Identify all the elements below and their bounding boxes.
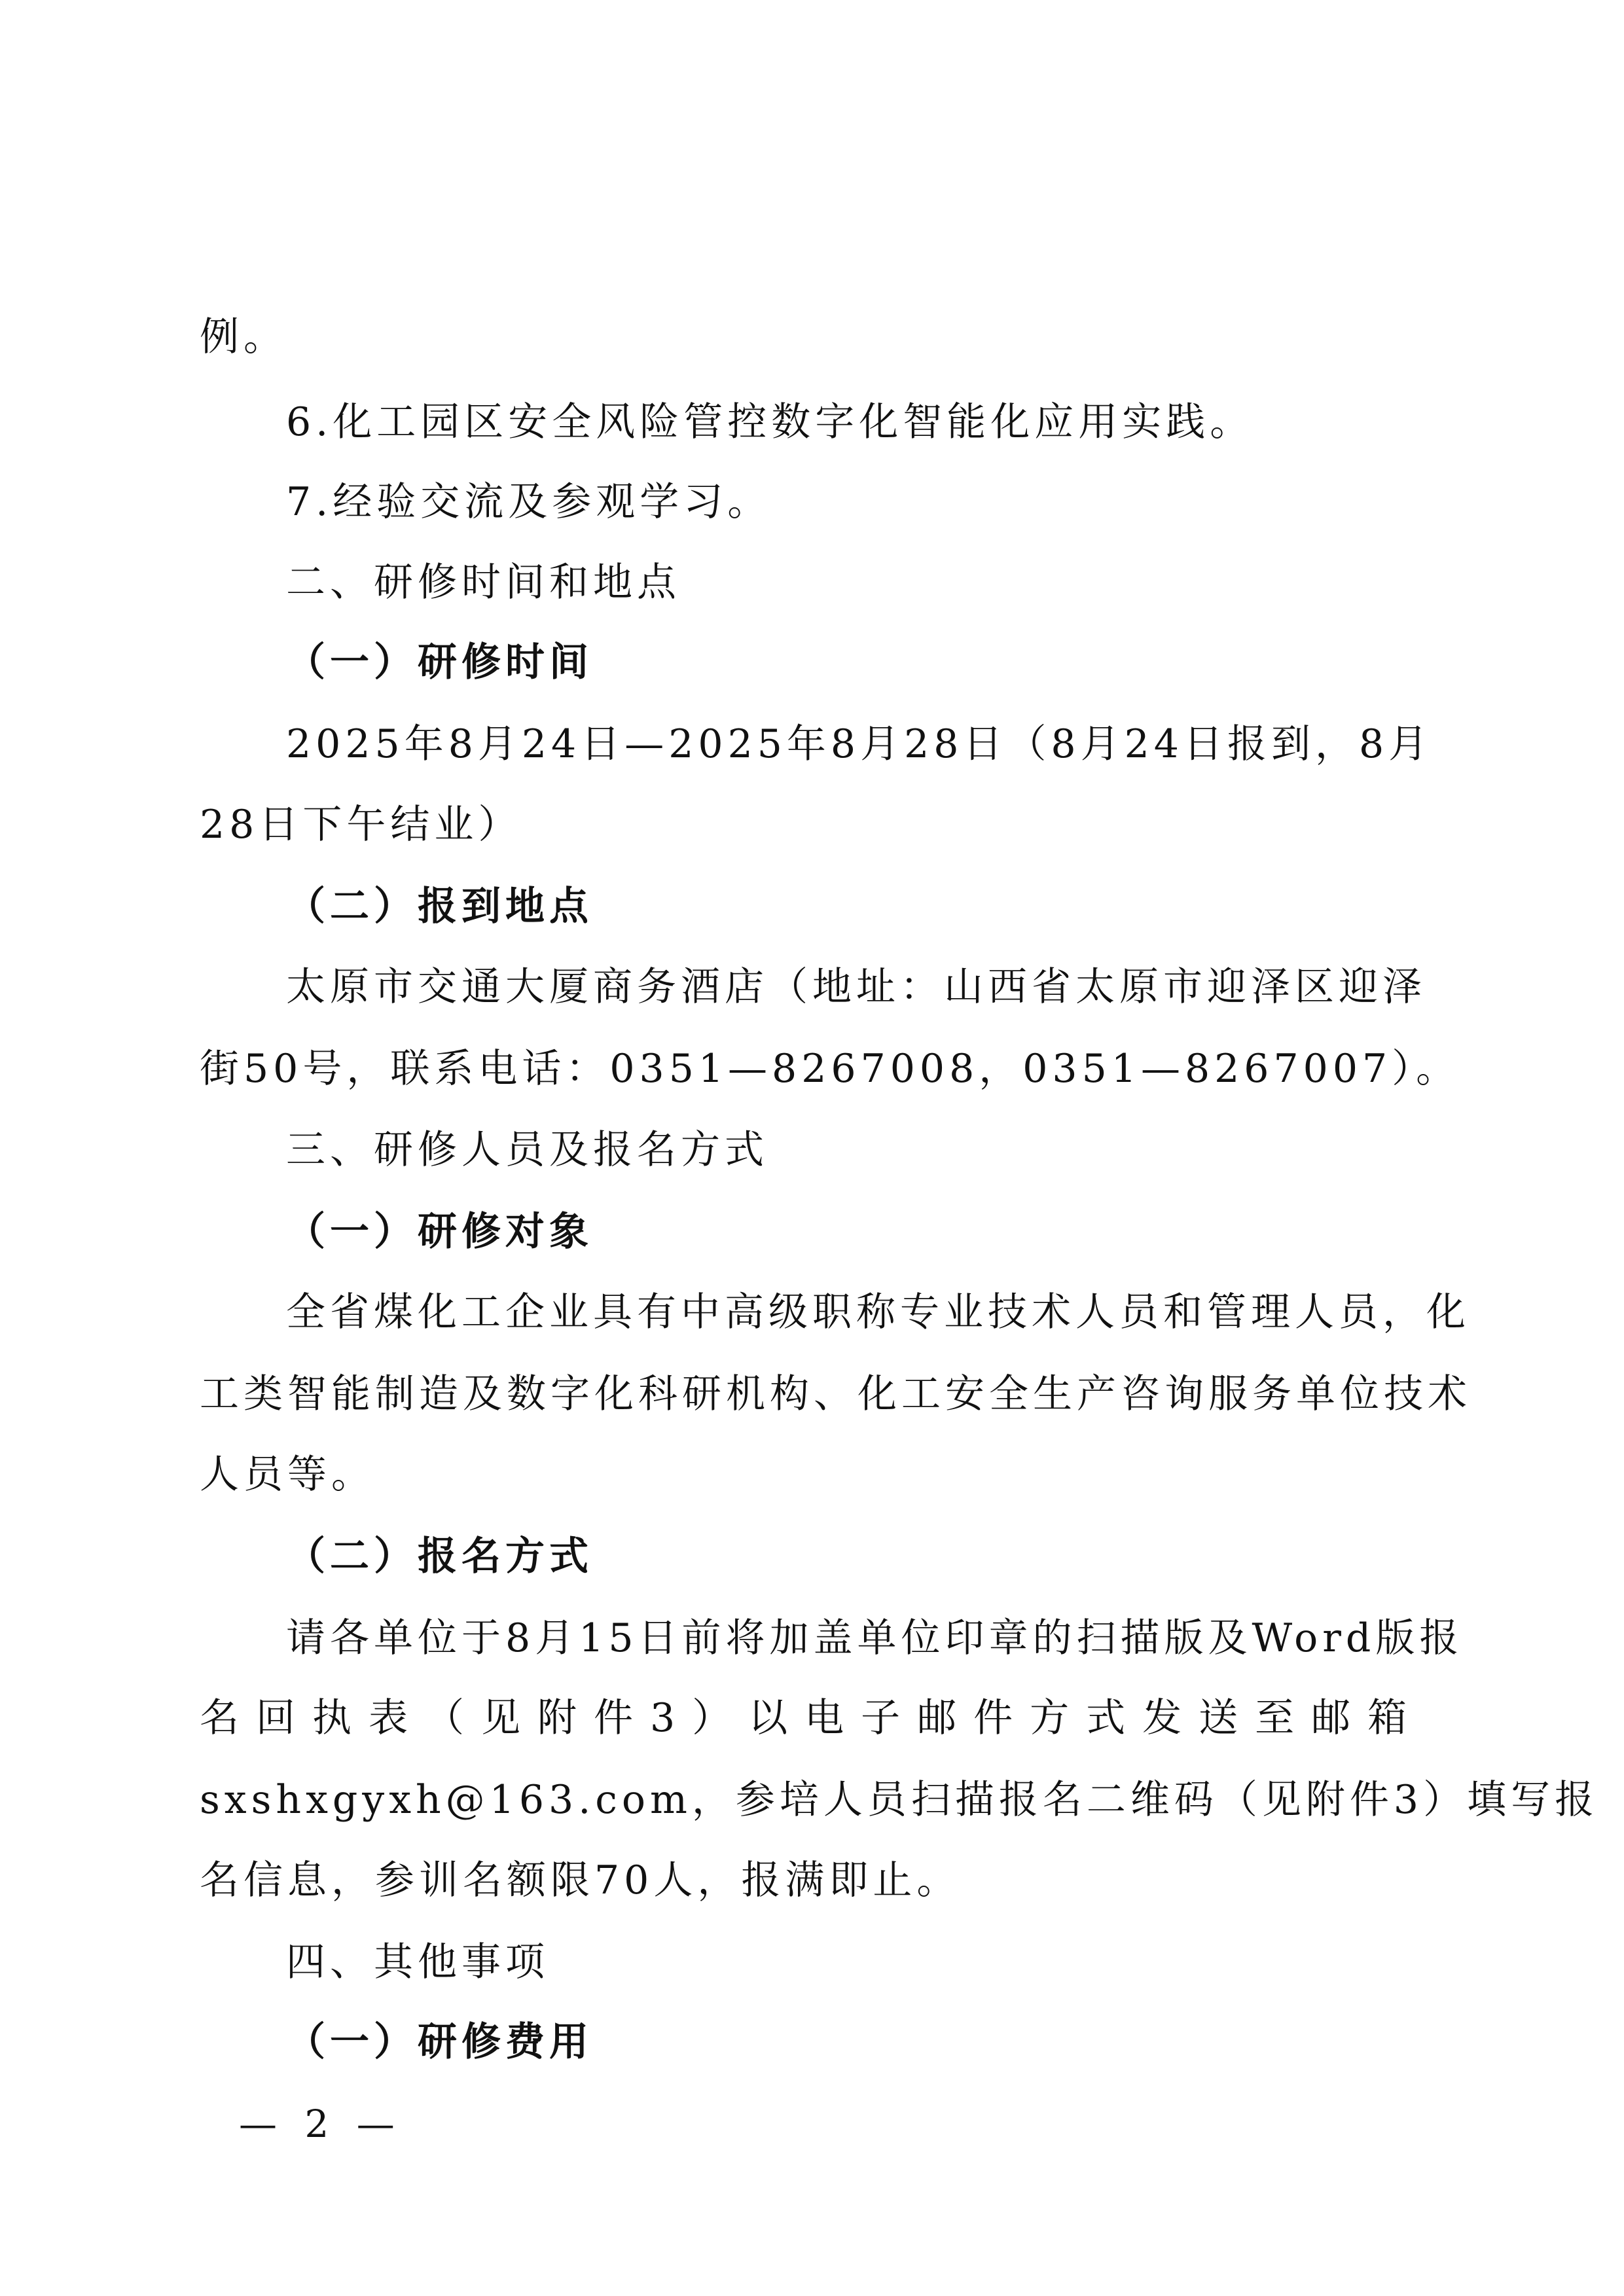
section-heading-3: 三、研修人员及报名方式 bbox=[286, 1127, 768, 1173]
body-line-registration: 请各单位于8月15日前将加盖单位印章的扫描版及Word版报 bbox=[286, 1615, 1464, 1661]
body-line-training-dates: 2025年8月24日—2025年8月28日（8月24日报到，8月 bbox=[286, 721, 1433, 767]
body-line-registration-end: 名信息，参训名额限70人，报满即止。 bbox=[200, 1857, 961, 1903]
body-line-continuation: 例。 bbox=[200, 314, 287, 360]
subheading-training-time: （一）研修时间 bbox=[286, 639, 593, 685]
body-line-address-cont: 街50号，联系电话：0351—8267008，0351—8267007）。 bbox=[200, 1046, 1460, 1092]
subheading-registration: （二）报名方式 bbox=[286, 1534, 593, 1579]
section-heading-2: 二、研修时间和地点 bbox=[286, 560, 681, 605]
body-line-participants: 全省煤化工企业具有中高级职称专业技术人员和管理人员，化 bbox=[286, 1289, 1470, 1335]
subheading-participants: （一）研修对象 bbox=[286, 1209, 593, 1255]
body-line-address: 太原市交通大厦商务酒店（地址：山西省太原市迎泽区迎泽 bbox=[286, 964, 1426, 1010]
section-heading-4: 四、其他事项 bbox=[286, 1939, 549, 1985]
subheading-training-fees: （一）研修费用 bbox=[286, 2019, 593, 2065]
body-line-registration-email: sxshxgyxh@163.com，参培人员扫描报名二维码（见附件3）填写报 bbox=[200, 1777, 1599, 1823]
subheading-report-location: （二）报到地点 bbox=[286, 884, 593, 929]
page-number: — 2 — bbox=[239, 2102, 403, 2146]
body-line-training-dates-cont: 28日下午结业） bbox=[200, 802, 522, 848]
body-line-participants-cont: 工类智能制造及数字化科研机构、化工安全生产咨询服务单位技术 bbox=[200, 1371, 1471, 1417]
list-item-6: 6.化工园区安全风险管控数字化智能化应用实践。 bbox=[286, 399, 1254, 445]
body-line-participants-end: 人员等。 bbox=[200, 1452, 375, 1498]
body-line-registration-cont: 名回执表（见附件3）以电子邮件方式发送至邮箱 bbox=[200, 1695, 1424, 1741]
list-item-7: 7.经验交流及参观学习。 bbox=[286, 479, 772, 525]
